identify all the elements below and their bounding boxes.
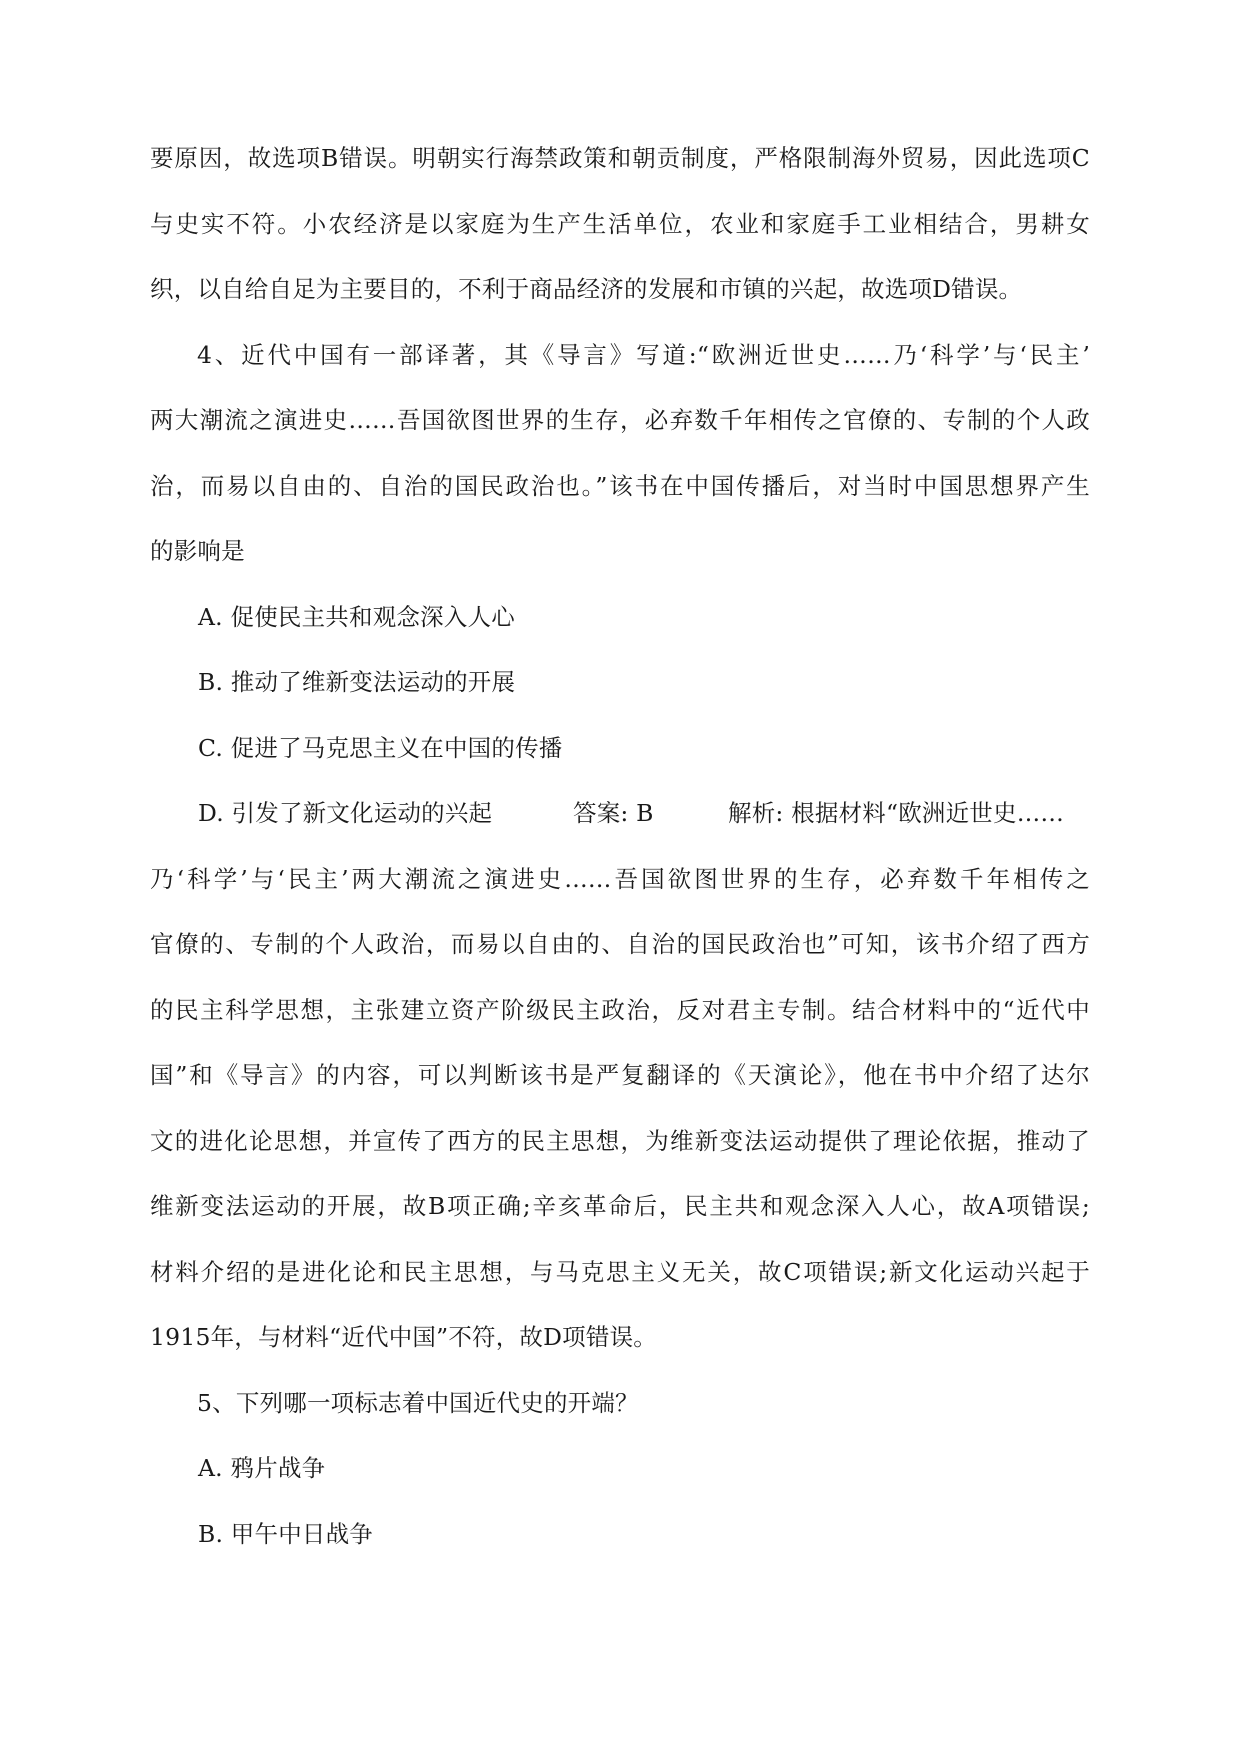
question-4-analysis-head: 解析: 根据材料“欧洲近世史……	[728, 799, 1065, 827]
paragraph-line: 织，以自给自足为主要目的，不利于商品经济的发展和市镇的兴起，故选项D错误。	[150, 275, 1023, 303]
question-4-option-b: B. 推动了维新变法运动的开展	[198, 668, 516, 696]
analysis-line: 维新变法运动的开展，故B项正确;辛亥革命后，民主共和观念深入人心，故A项错误;	[150, 1192, 1090, 1220]
question-5-option-a: A. 鸦片战争	[198, 1454, 326, 1482]
analysis-line: 国”和《导言》的内容，可以判断该书是严复翻译的《天演论》，他在书中介绍了达尔	[150, 1061, 1090, 1089]
question-5-option-b: B. 甲午中日战争	[198, 1519, 374, 1548]
analysis-line: 官僚的、专制的个人政治，而易以自由的、自治的国民政治也”可知，该书介绍了西方	[150, 930, 1090, 958]
question-4-option-d-row	[150, 798, 1090, 828]
analysis-line: 乃‘科学’与‘民主’两大潮流之演进史……吾国欲图世界的生存，必弃数千年相传之	[150, 864, 1090, 893]
question-4-option-a: A. 促使民主共和观念深入人心	[198, 602, 515, 631]
analysis-line: 文的进化论思想，并宣传了西方的民主思想，为维新变法运动提供了理论依据，推动了	[150, 1126, 1090, 1155]
paragraph-line: 要原因，故选项B错误。明朝实行海禁政策和朝贡制度，严格限制海外贸易，因此选项C	[150, 144, 1090, 172]
analysis-line: 1915年，与材料“近代中国”不符，故D项错误。	[150, 1323, 657, 1351]
question-4-option-d: D. 引发了新文化运动的兴起	[198, 799, 493, 827]
question-4-stem-line: 4、近代中国有一部译著，其《导言》写道:“欧洲近世史……乃‘科学’与‘民主’	[197, 340, 1090, 369]
question-4-stem-line: 的影响是	[150, 537, 245, 565]
question-5-stem: 5、下列哪一项标志着中国近代史的开端？	[197, 1388, 639, 1417]
paragraph-line: 与史实不符。小农经济是以家庭为生产生活单位，农业和家庭手工业相结合，男耕女	[150, 209, 1090, 238]
question-4-stem-line: 治，而易以自由的、自治的国民政治也。”该书在中国传播后，对当时中国思想界产生	[150, 471, 1090, 500]
analysis-line: 材料介绍的是进化论和民主思想，与马克思主义无关，故C项错误;新文化运动兴起于	[150, 1257, 1090, 1286]
question-4-option-c: C. 促进了马克思主义在中国的传播	[198, 733, 563, 762]
question-4-stem-line: 两大潮流之演进史……吾国欲图世界的生存，必弃数千年相传之官僚的、专制的个人政	[150, 406, 1090, 434]
question-4-answer: 答案: B	[573, 799, 654, 827]
analysis-line: 的民主科学思想，主张建立资产阶级民主政治，反对君主专制。结合材料中的“近代中	[150, 995, 1090, 1024]
page-content	[150, 143, 1090, 1584]
